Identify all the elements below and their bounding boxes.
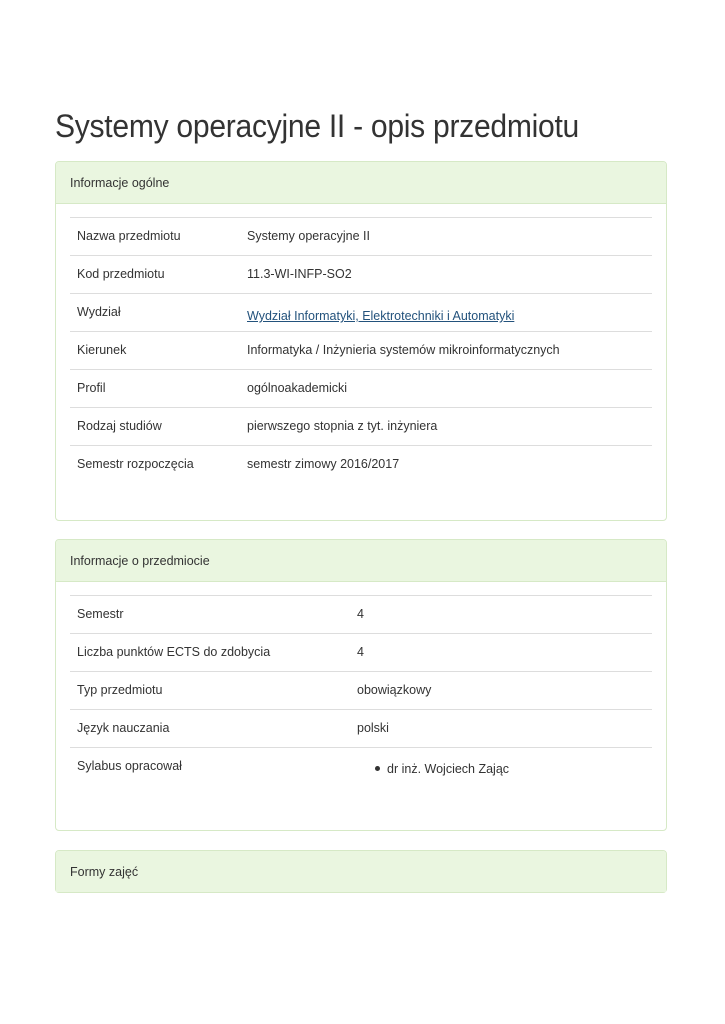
faculty-link[interactable]: Wydział Informatyki, Elektrotechniki i Automatyki [247,309,515,323]
table-row [70,710,652,748]
table-row [70,294,652,332]
row-label: Wydział [70,294,240,332]
table-row [70,446,652,484]
row-label: Rodzaj studiów [70,408,240,446]
table-row [70,256,652,294]
row-value: 4 [350,596,652,634]
table-row [70,408,652,446]
author-list [357,762,645,776]
general-info-panel [55,161,667,521]
row-value: 4 [350,634,652,672]
panel-heading: Formy zajęć [56,851,666,892]
row-label: Sylabus opracował [70,748,350,786]
panel-heading: Informacje o przedmiocie [56,540,666,582]
table-row [70,370,652,408]
row-value [350,748,652,786]
row-value: obowiązkowy [350,672,652,710]
table-row [70,748,652,786]
row-label: Język nauczania [70,710,350,748]
table-row [70,332,652,370]
row-label: Kierunek [70,332,240,370]
row-label: Typ przedmiotu [70,672,350,710]
row-label: Liczba punktów ECTS do zdobycia [70,634,350,672]
row-value: Systemy operacyjne II [240,218,652,256]
page-title: Systemy operacyjne II - opis przedmiotu [55,108,579,144]
table-row [70,596,652,634]
course-info-table [70,595,652,786]
table-row [70,672,652,710]
row-value: pierwszego stopnia z tyt. inżyniera [240,408,652,446]
row-label: Semestr rozpoczęcia [70,446,240,484]
row-label: Profil [70,370,240,408]
row-label: Kod przedmiotu [70,256,240,294]
course-info-panel [55,539,667,831]
row-value: semestr zimowy 2016/2017 [240,446,652,484]
row-label: Nazwa przedmiotu [70,218,240,256]
general-info-table [70,217,652,484]
forms-panel [55,850,667,893]
panel-heading: Informacje ogólne [56,162,666,204]
table-row [70,218,652,256]
row-value: 11.3-WI-INFP-SO2 [240,256,652,294]
row-value [240,294,652,332]
list-item: dr inż. Wojciech Zając [387,762,645,776]
row-value: Informatyka / Inżynieria systemów mikroinformatycznych [240,332,652,370]
row-label: Semestr [70,596,350,634]
row-value: ogólnoakademicki [240,370,652,408]
table-row [70,634,652,672]
row-value: polski [350,710,652,748]
